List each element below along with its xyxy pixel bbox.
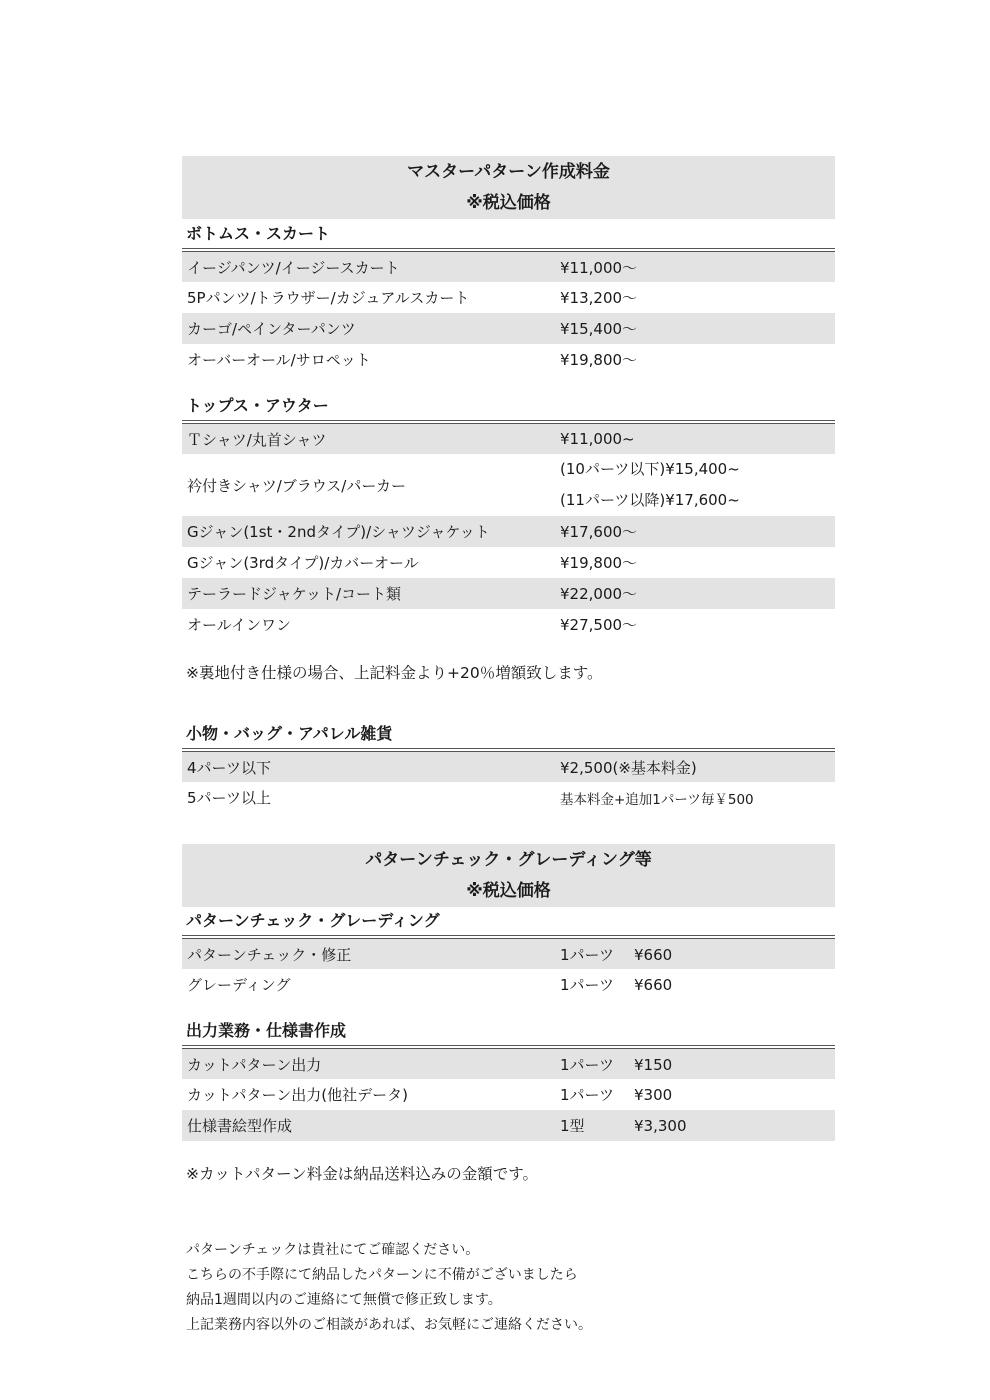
item-name: 5Pパンツ/トラウザー/カジュアルスカート xyxy=(187,289,470,307)
price-row xyxy=(182,609,835,640)
item-name: オールインワン xyxy=(187,616,291,634)
price-row xyxy=(182,1079,835,1110)
check-title: パターンチェック・グレーディング等 xyxy=(365,849,652,870)
section-heading-grading: パターンチェック・グレーディング xyxy=(186,911,440,930)
master-title: マスターパターン作成料金 xyxy=(407,161,610,182)
price-row xyxy=(182,516,835,547)
item-price: ¥300 xyxy=(634,1086,673,1104)
item-name: 衿付きシャツ/ブラウス/パーカー xyxy=(187,476,407,495)
price-row xyxy=(182,969,835,1000)
price-row xyxy=(182,313,835,344)
price-row xyxy=(182,547,835,578)
price-row xyxy=(182,578,835,609)
item-name: カットパターン出力(他社データ) xyxy=(187,1086,408,1104)
section-heading-bottoms: ボトムス・スカート xyxy=(186,224,331,243)
item-price: ¥22,000〜 xyxy=(560,585,638,603)
item-price: ¥11,000〜 xyxy=(560,258,638,277)
section-heading-output: 出力業務・仕様書作成 xyxy=(186,1021,347,1040)
item-name: 5パーツ以上 xyxy=(187,789,271,807)
item-price-group xyxy=(560,454,740,516)
item-unit: 1パーツ xyxy=(560,945,614,964)
item-price: ¥27,500〜 xyxy=(560,616,638,634)
master-title-band xyxy=(182,156,835,219)
item-price-group xyxy=(560,974,672,995)
item-name: カーゴ/ペインターパンツ xyxy=(187,320,356,338)
footer-line: こちらの不手際にて納品したパターンに不備がございましたら xyxy=(186,1267,578,1283)
item-unit: 1パーツ xyxy=(560,976,614,994)
item-name: テーラードジャケット/コート類 xyxy=(187,585,402,603)
price-row xyxy=(182,344,835,375)
price-row xyxy=(182,782,835,813)
section-heading-goods: 小物・バッグ・アパレル雑貨 xyxy=(186,724,393,743)
item-name: パターンチェック・修正 xyxy=(187,945,352,964)
check-title-band xyxy=(182,844,835,907)
footer-line: パターンチェックは貴社にてご確認ください。 xyxy=(186,1242,480,1258)
footer-notes xyxy=(186,1238,592,1338)
item-price: ¥11,000~ xyxy=(560,430,635,448)
item-name: 4パーツ以下 xyxy=(187,758,271,777)
item-name: Gジャン(3rdタイプ)/カバーオール xyxy=(187,554,419,572)
item-price: ¥19,800〜 xyxy=(560,351,638,369)
item-price: ¥19,800〜 xyxy=(560,554,638,572)
item-price: ¥15,400〜 xyxy=(560,320,638,338)
cut-pattern-note: ※カットパターン料金は納品送料込みの金額です。 xyxy=(186,1165,538,1183)
footer-line: 納品1週間以内のご連絡にて無償で修正致します。 xyxy=(186,1292,502,1308)
item-price: ¥150 xyxy=(634,1055,673,1074)
item-price: ¥2,500(※基本料金) xyxy=(560,758,697,777)
item-price-group xyxy=(560,944,672,965)
item-price: (11パーツ以降)¥17,600~ xyxy=(560,491,740,509)
price-row xyxy=(182,752,835,782)
price-row xyxy=(182,424,835,454)
section-heading-tops: トップス・アウター xyxy=(186,396,329,415)
item-price: (10パーツ以下)¥15,400~ xyxy=(560,460,740,478)
item-price: ¥660 xyxy=(634,945,673,964)
item-price: ¥17,600〜 xyxy=(560,523,638,541)
item-name: グレーディング xyxy=(187,976,291,994)
item-name: イージパンツ/イージースカート xyxy=(187,258,400,277)
check-subtitle: ※税込価格 xyxy=(466,880,551,901)
item-price: ¥3,300 xyxy=(634,1117,687,1135)
item-price-group xyxy=(560,1084,672,1105)
footer-line: 上記業務内容以外のご相談があれば、お気軽にご連絡ください。 xyxy=(186,1317,592,1333)
item-price-group xyxy=(560,1115,687,1136)
item-name: カットパターン出力 xyxy=(187,1055,322,1074)
lining-note: ※裏地付き仕様の場合、上記料金より+20％増額致します。 xyxy=(186,664,603,682)
price-row xyxy=(182,282,835,313)
item-name: オーバーオール/サロペット xyxy=(187,351,371,369)
item-price-group xyxy=(560,1054,672,1075)
item-name: Ｔシャツ/丸首シャツ xyxy=(187,430,327,449)
item-price: ¥13,200〜 xyxy=(560,289,638,307)
item-name: 仕様書絵型作成 xyxy=(187,1117,293,1135)
item-price: 基本料金+追加1パーツ毎￥500 xyxy=(560,791,754,808)
item-name: Gジャン(1st・2ndタイプ)/シャツジャケット xyxy=(187,523,490,541)
item-unit: 1型 xyxy=(560,1117,585,1135)
item-unit: 1パーツ xyxy=(560,1086,614,1104)
price-row xyxy=(182,252,835,282)
price-row xyxy=(182,1110,835,1141)
price-row xyxy=(182,939,835,969)
price-row xyxy=(182,1049,835,1079)
item-price: ¥660 xyxy=(634,976,673,994)
master-subtitle: ※税込価格 xyxy=(466,192,551,213)
item-unit: 1パーツ xyxy=(560,1055,614,1074)
price-row xyxy=(182,454,835,516)
